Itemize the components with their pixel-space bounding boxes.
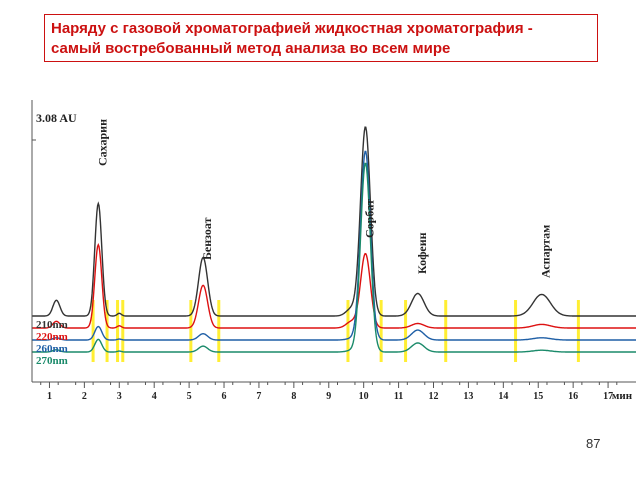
- x-tick-label: 1: [46, 391, 52, 402]
- legend-label-260nm: 260nm: [36, 343, 68, 355]
- x-tick-label: 13: [463, 391, 474, 402]
- x-tick-label: 9: [326, 391, 332, 402]
- series-line-210nm: [32, 127, 636, 316]
- x-tick-label: 3: [116, 391, 122, 402]
- x-tick-label: 12: [428, 391, 439, 402]
- x-tick-label: 14: [498, 391, 509, 402]
- peak-label: Аспартам: [538, 224, 553, 278]
- x-tick-label: 2: [81, 391, 87, 402]
- x-tick-label: 15: [533, 391, 544, 402]
- peak-label: Бензоат: [200, 217, 215, 260]
- legend-label-210nm: 210nm: [36, 319, 68, 331]
- x-tick-label: 4: [151, 391, 157, 402]
- x-tick-label: 17: [603, 391, 614, 402]
- x-tick-label: 8: [291, 391, 297, 402]
- page-number: 87: [586, 436, 601, 451]
- x-tick-label: 7: [256, 391, 262, 402]
- peak-label: Сахарин: [95, 118, 110, 166]
- x-tick-label: 16: [568, 391, 579, 402]
- scale-label: 3.08 AU: [36, 111, 77, 125]
- slide-title-line-1: Наряду с газовой хроматографией жидкостная хроматография -: [51, 20, 533, 37]
- peak-label: Кофеин: [414, 232, 429, 274]
- slide-title-line-2: самый востребованный метод анализа во всем мире: [51, 40, 451, 57]
- x-tick-label: 10: [358, 391, 369, 402]
- x-tick-label: 5: [186, 391, 192, 402]
- legend-label-270nm: 270nm: [36, 355, 68, 367]
- x-axis-label: мин: [611, 390, 633, 402]
- peak-label: Сорбат: [362, 199, 377, 238]
- x-tick-label: 11: [393, 391, 404, 402]
- x-tick-label: 6: [221, 391, 227, 402]
- legend-label-220nm: 220nm: [36, 331, 68, 343]
